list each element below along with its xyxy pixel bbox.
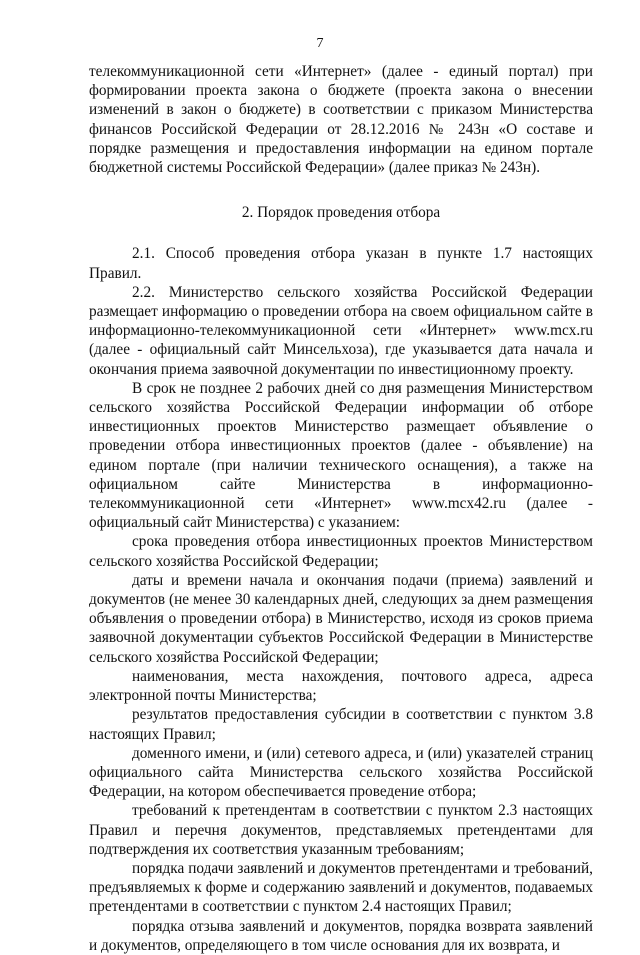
paragraph: наименования, места нахождения, почтового адреса, адреса электронной почты Министерства; — [89, 667, 593, 705]
paragraph: порядка подачи заявлений и документов претендентами и требований, предъявляемых к форме и содержанию заявлений и документов, подаваемых претендентами в соответствии с пунктом 2.4 настоящих Правил; — [89, 859, 593, 916]
paragraph-continuation: телекоммуникационной сети «Интернет» (далее - единый портал) при формировании проекта закона о бюджете (проекта закона о внесении изменений в закон о бюджете) в соответствии с приказом Министерства финансов Российской Федерации от 28.12.2016 № 243н «О составе и порядке размещения и предоставления информации на едином портале бюджетной системы Российской Федерации» (далее приказ № 243н). — [89, 63, 593, 177]
paragraph: результатов предоставления субсидии в соответствии с пунктом 3.8 настоящих Правил; — [89, 706, 593, 743]
paragraph: 2.2. Министерство сельского хозяйства Российской Федерации размещает информацию о проведении отбора на своем официальном сайте в информационно-телекоммуникационной сети «Интернет» www.mcx.ru (далее - официальный сайт Минсельхоза), где указывается дата начала и окончания приема заявочной документации по инвестиционному проекту. — [89, 283, 593, 378]
page-number: 7 — [316, 36, 324, 51]
document-body — [89, 62, 593, 955]
paragraph: даты и времени начала и окончания подачи (приема) заявлений и документов (не менее 30 календарных дней, следующих за днем размещения объявления о проведении отбора) в Министерство, исходя из сроков приема заявочной документации субъектов Российской Федерации в Министерстве сельского хозяйства Российской Федерации; — [89, 571, 593, 666]
paragraph: требований к претендентам в соответствии с пунктом 2.3 настоящих Правил и перечня документов, представляемых претендентами для подтверждения их соответствия указанным требованиям; — [89, 802, 593, 858]
paragraph: 2.1. Способ проведения отбора указан в пункте 1.7 настоящих Правил. — [89, 245, 593, 282]
paragraph: В срок не позднее 2 рабочих дней со дня размещения Министерством сельского хозяйства Российской Федерации информации об отборе инвестиционных проектов Министерство размещает объявление о проведении отбора инвестиционных проектов (далее - объявление) на едином портале (при наличии технического оснащения), а также на официальном сайте Министерства в информационно-телекоммуникационной сети «Интернет» www.mcx42.ru (далее - официальный сайт Министерства) с указанием: — [89, 379, 593, 532]
paragraph: порядка отзыва заявлений и документов, порядка возврата заявлений и документов, определяющего в том числе основания для их возврата, и — [89, 917, 593, 954]
paragraph: срока проведения отбора инвестиционных проектов Министерством сельского хозяйства Российской Федерации; — [89, 533, 593, 570]
section-heading: 2. Порядок проведения отбора — [241, 204, 441, 222]
paragraph: доменного имени, и (или) сетевого адреса, и (или) указателей страниц официального сайта Министерства сельского хозяйства Российской Федерации, на котором обеспечивается проведение отбора; — [89, 744, 593, 801]
